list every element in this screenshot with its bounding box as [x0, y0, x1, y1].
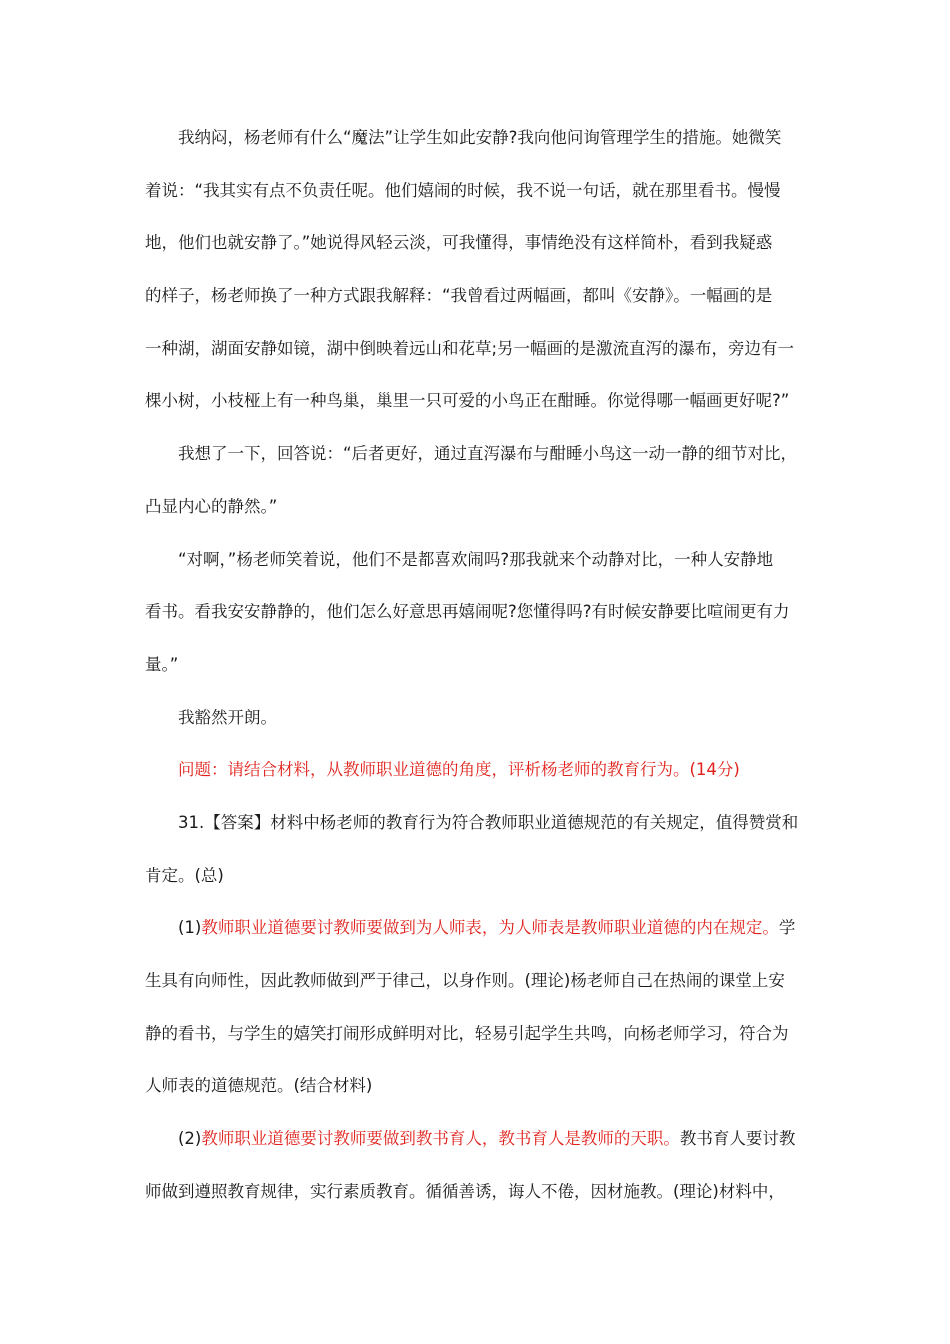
paragraph-2-line-2: 凸显内心的静然。” [145, 497, 278, 516]
point-1-line-1 [178, 917, 795, 939]
point-2-highlight: 教师职业道德要讨教师要做到教书育人，教书育人是教师的天职。 [201, 1129, 680, 1148]
answer-line-1: 31.【答案】材料中杨老师的教育行为符合教师职业道德规范的有关规定，值得赞赏和 [178, 813, 799, 832]
point-1-trailing: 学 [778, 918, 796, 937]
point-1-number: (1) [178, 918, 202, 937]
paragraph-3-line-1: “对啊，”杨老师笑着说，他们不是都喜欢闹吗?那我就来个动静对比，一种人安静地 [178, 550, 774, 569]
paragraph-1-line-2: 着说：“我其实有点不负责任呢。他们嬉闹的时候，我不说一句话，就在那里看书。慢慢 [145, 181, 781, 200]
paragraph-3-line-2: 看书。看我安安静静的，他们怎么好意思再嬉闹呢?您懂得吗?有时候安静要比喧闹更有力 [145, 602, 790, 621]
paragraph-4: 我豁然开朗。 [178, 708, 277, 727]
point-1-line-3: 静的看书，与学生的嬉笑打闹形成鲜明对比，轻易引起学生共鸣，向杨老师学习，符合为 [145, 1024, 789, 1043]
paragraph-1-line-1: 我纳闷，杨老师有什么“魔法”让学生如此安静?我向他问询管理学生的措施。她微笑 [178, 128, 782, 147]
point-2-trailing: 教书育人要讨教 [679, 1129, 796, 1148]
paragraph-3-line-3: 量。” [145, 655, 179, 674]
point-1-line-2: 生具有向师性，因此教师做到严于律己，以身作则。(理论)杨老师自己在热闹的课堂上安 [145, 971, 785, 990]
point-2-line-2: 师做到遵照教育规律，实行素质教育。循循善诱，诲人不倦，因材施教。(理论)材料中， [145, 1182, 785, 1201]
question-prompt: 问题：请结合材料，从教师职业道德的角度，评析杨老师的教育行为。(14分) [178, 760, 740, 779]
point-1-highlight: 教师职业道德要讨教师要做到为人师表，为人师表是教师职业道德的内在规定。 [201, 918, 779, 937]
paragraph-1-line-3: 地，他们也就安静了。”她说得风轻云淡，可我懂得，事情绝没有这样简朴，看到我疑惑 [145, 233, 773, 252]
point-1-line-4: 人师表的道德规范。(结合材料) [145, 1076, 373, 1095]
point-2-number: (2) [178, 1129, 202, 1148]
answer-line-2: 肯定。(总) [145, 866, 224, 885]
point-2-line-1 [178, 1128, 795, 1150]
paragraph-2-line-1: 我想了一下，回答说：“后者更好，通过直泻瀑布与酣睡小鸟这一动一静的细节对比， [178, 444, 798, 463]
paragraph-1-line-4: 的样子，杨老师换了一种方式跟我解释：“我曾看过两幅画，都叫《安静》。一幅画的是 [145, 286, 773, 305]
paragraph-1-line-6: 棵小树，小枝桠上有一种鸟巢，巢里一只可爱的小鸟正在酣睡。你觉得哪一幅画更好呢?” [145, 391, 790, 410]
paragraph-1-line-5: 一种湖，湖面安静如镜，湖中倒映着远山和花草;另一幅画的是激流直泻的瀑布，旁边有一 [145, 339, 795, 358]
